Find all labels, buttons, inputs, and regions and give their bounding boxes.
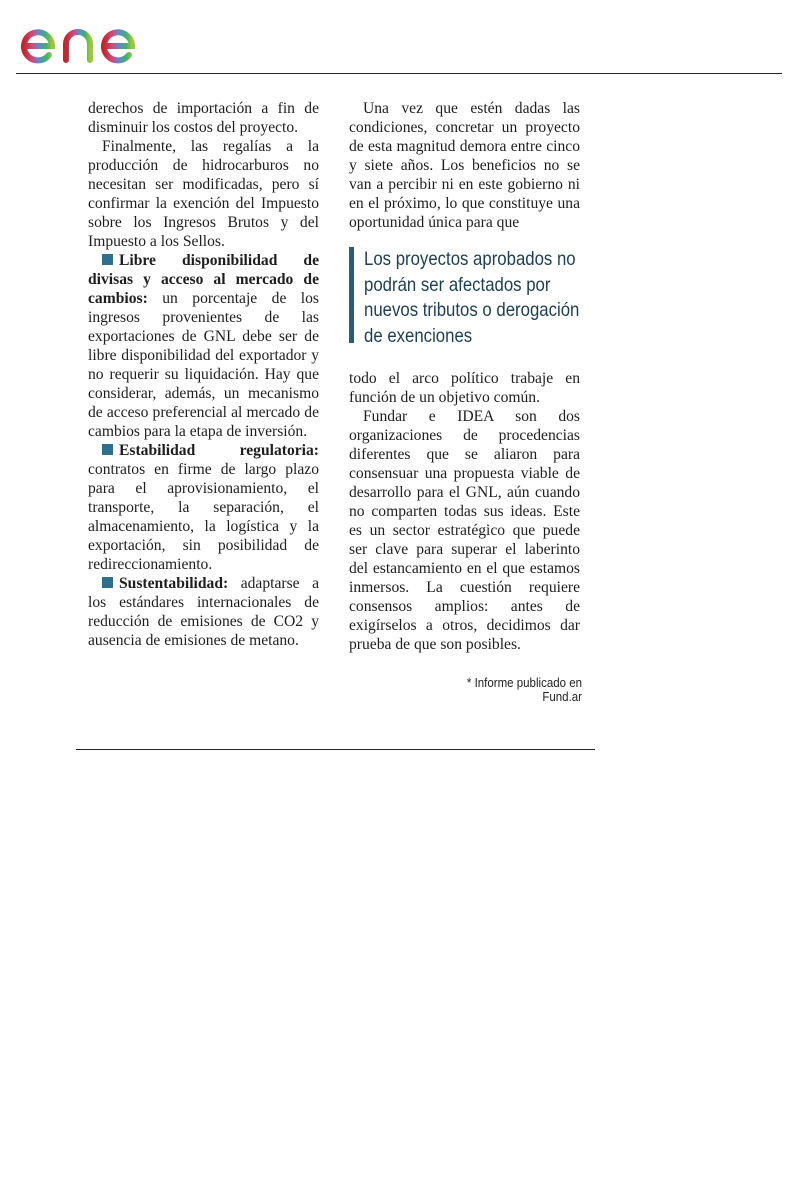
left-paragraph-2: Finalmente, las regalías a la producción de hidrocarburos no necesitan ser modificadas, pero sí confirmar la exención del Impuesto sobre los Ingresos Brutos y del Impuesto a los Sellos. <box>88 138 319 250</box>
bullet-square-icon <box>102 577 113 588</box>
pull-quote-text: Los proyectos aprobados no podrán ser afectados por nuevos tributos o derogación de exenciones <box>364 248 580 347</box>
pull-quote <box>349 247 589 347</box>
footer-divider <box>76 749 595 750</box>
list-item-body: un porcentaje de los ingresos provenientes de las exportaciones de GNL debe ser de libre disponibilidad del exportador y no requerir su liquidación. Hay que considerar, además, un mecanismo de acceso preferencial al mercado de cambios para la etapa de inversión. <box>88 290 320 440</box>
list-item-estabilidad <box>88 441 319 574</box>
enel-logo-mark <box>16 6 172 68</box>
list-item-body: contratos en firme de largo plazo para el aprovisionamiento, el transporte, la separación, el almacenamiento, la logística y la exportación, sin posibilidad de redireccionamiento. <box>88 461 319 573</box>
right-paragraph-1: Una vez que estén dadas las condiciones, concretar un proyecto de esta magnitud demora entre cinco y siete años. Los beneficios no se van a percibir ni en este gobierno ni en el próximo, lo que constituye una oportunidad única para que <box>349 100 580 231</box>
logo-text: enel <box>16 66 19 67</box>
left-paragraph-1: derechos de importación a fin de disminuir los costos del proyecto. <box>88 100 319 136</box>
list-item-body: adaptarse a los estándares internacionales de reducción de emisiones de CO2 y ausencia de emisiones de metano. <box>88 575 319 649</box>
bullet-square-icon <box>102 444 113 455</box>
list-item-heading: Estabilidad regulatoria: <box>119 442 319 459</box>
source-credit: * Informe publicado en Fund.ar <box>466 676 582 704</box>
article-right-column-bottom <box>349 369 580 654</box>
list-item-sustentabilidad <box>88 574 319 650</box>
enel-logo <box>16 6 172 68</box>
list-item-divisas <box>88 251 319 441</box>
article-left-column <box>88 99 319 650</box>
right-paragraph-2: todo el arco político trabaje en función de un objetivo común. <box>349 370 580 406</box>
list-item-heading: Sustentabilidad: <box>119 575 229 592</box>
right-paragraph-3: Fundar e IDEA son dos organizaciones de procedencias diferentes que se aliaron para consensuar una propuesta viable de desarrollo para el GNL, aún cuando no comparten todas sus ideas. Este es un sector estratégico que puede ser clave para superar el laberinto del estancamiento en el que estamos inmersos. La cuestión requiere consensos amplios: antes de exigírselos a otros, decidimos dar prueba de que son posibles. <box>349 408 580 653</box>
article-right-column-top <box>349 99 580 232</box>
header-divider <box>16 73 782 74</box>
bullet-square-icon <box>102 254 113 265</box>
list-item-heading: Libre disponibilidad de divisas y acceso al mercado de cambios: <box>88 252 319 307</box>
